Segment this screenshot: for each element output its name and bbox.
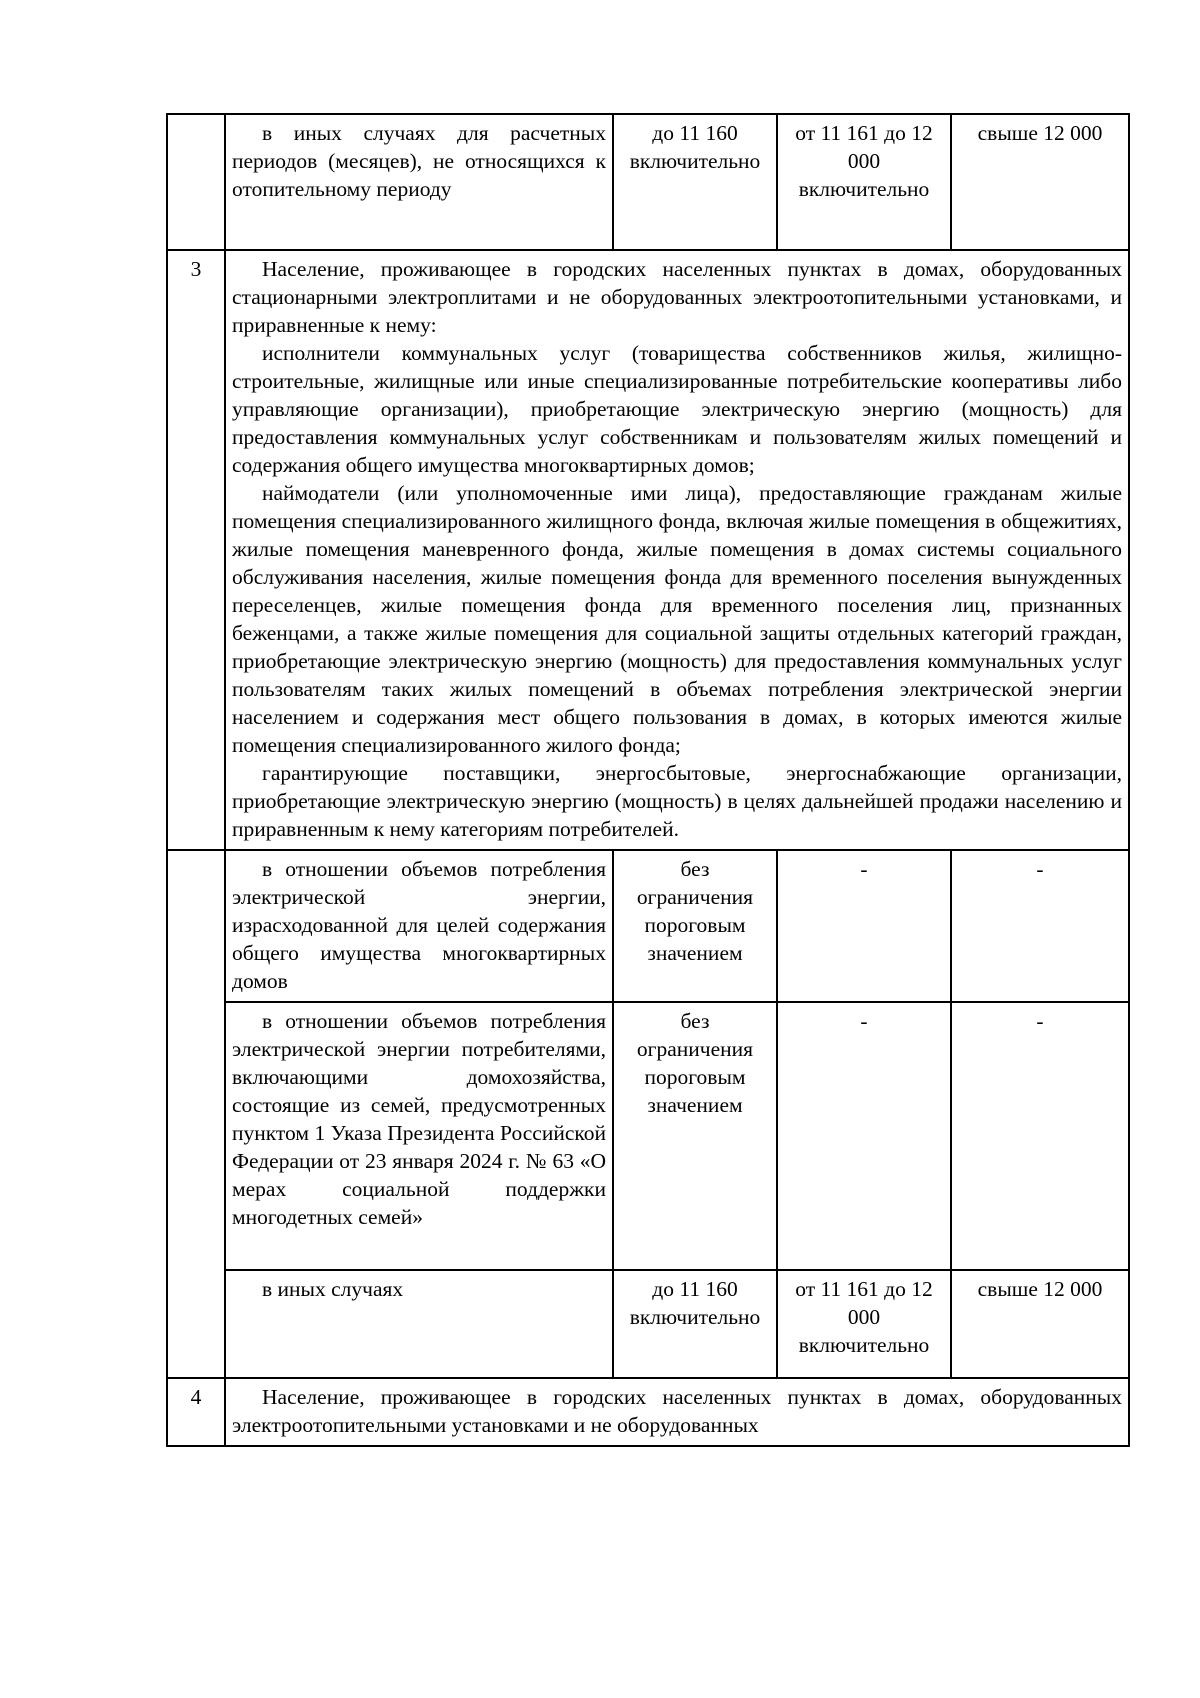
threshold-3: - [951,850,1129,1002]
table-row [167,114,1129,250]
threshold-1: до 11 160 включительно [613,114,777,250]
row-description [225,850,613,1002]
row-description [225,1270,613,1378]
threshold-1: до 11 160 включительно [613,1270,777,1378]
threshold-3: - [951,1002,1129,1270]
description-text: в иных случаях [262,1277,404,1301]
description-paragraph: исполнители коммунальных услуг (товарищества собственников жилья, жилищно-строительные, жилищные или иные специализированные потребительские кооперативы либо управляющие организации), приобретающие электрическую энергию (мощность) для предоставления коммунальных услуг собственникам и пользователям жилых помещений и содержания общего имущества многоквартирных домов; [232,341,1122,477]
threshold-3: свыше 12 000 [951,114,1129,250]
description-paragraph: Население, проживающее в городских населенных пунктах в домах, оборудованных стационарными электроплитами и не оборудованных электроотопительными установками, и приравненные к нему: [232,257,1122,337]
description-paragraph: гарантирующие поставщики, энергосбытовые, энергоснабжающие организации, приобретающие электрическую энергию (мощность) в целях дальнейшей продажи населению и приравненным к нему категориям потребителей. [232,761,1122,841]
row-description [225,114,613,250]
table-row [167,1378,1129,1446]
row-number-cell [167,114,225,250]
table-row [167,1002,1129,1270]
threshold-2: от 11 161 до 12 000 включительно [777,1270,951,1378]
description-text: в отношении объемов потребления электрической энергии, израсходованной для целей содержания общего имущества многоквартирных домов [232,857,606,993]
description-paragraph: Население, проживающее в городских населенных пунктах в домах, оборудованных электроотопительными установками и не оборудованных [232,1385,1122,1437]
description-paragraph: наймодатели (или уполномоченные ими лица), предоставляющие гражданам жилые помещения специализированного жилищного фонда, включая жилые помещения в общежитиях, жилые помещения маневренного фонда, жилые помещения в домах системы социального обслуживания населения, жилые помещения фонда для временного поселения вынужденных переселенцев, жилые помещения фонда для временного поселения лиц, признанных беженцами, а также жилые помещения для социальной защиты отдельных категорий граждан, приобретающие электрическую энергию (мощность) для предоставления коммунальных услуг пользователям таких жилых помещений в объемах потребления электрической энергии населением и содержания мест общего пользования в домах, в которых имеются жилые помещения специализированного жилого фонда; [232,481,1122,757]
table-row [167,850,1129,1002]
row-description [225,1002,613,1270]
threshold-2: от 11 161 до 12 000 включительно [777,114,951,250]
description-text: в иных случаях для расчетных периодов (месяцев), не относящихся к отопительному периоду [232,121,606,201]
row-number: 3 [167,250,225,850]
row-description [225,250,1129,850]
row-number-cell [167,850,225,1002]
threshold-2: - [777,850,951,1002]
threshold-1: без ограничения пороговым значением [613,1002,777,1270]
threshold-1: без ограничения пороговым значением [613,850,777,1002]
threshold-2: - [777,1002,951,1270]
tariff-table [166,113,1130,1447]
table-row [167,1270,1129,1378]
row-number-cell [167,1270,225,1378]
table-row [167,250,1129,850]
description-text: в отношении объемов потребления электрической энергии потребителями, включающими домохозяйства, состоящие из семей, предусмотренных пунктом 1 Указа Президента Российской Федерации от 23 января 2024 г. № 63 «О мерах социальной поддержки многодетных семей» [232,1009,606,1229]
threshold-3: свыше 12 000 [951,1270,1129,1378]
row-description [225,1378,1129,1446]
row-number: 4 [167,1378,225,1446]
row-number-cell [167,1002,225,1270]
